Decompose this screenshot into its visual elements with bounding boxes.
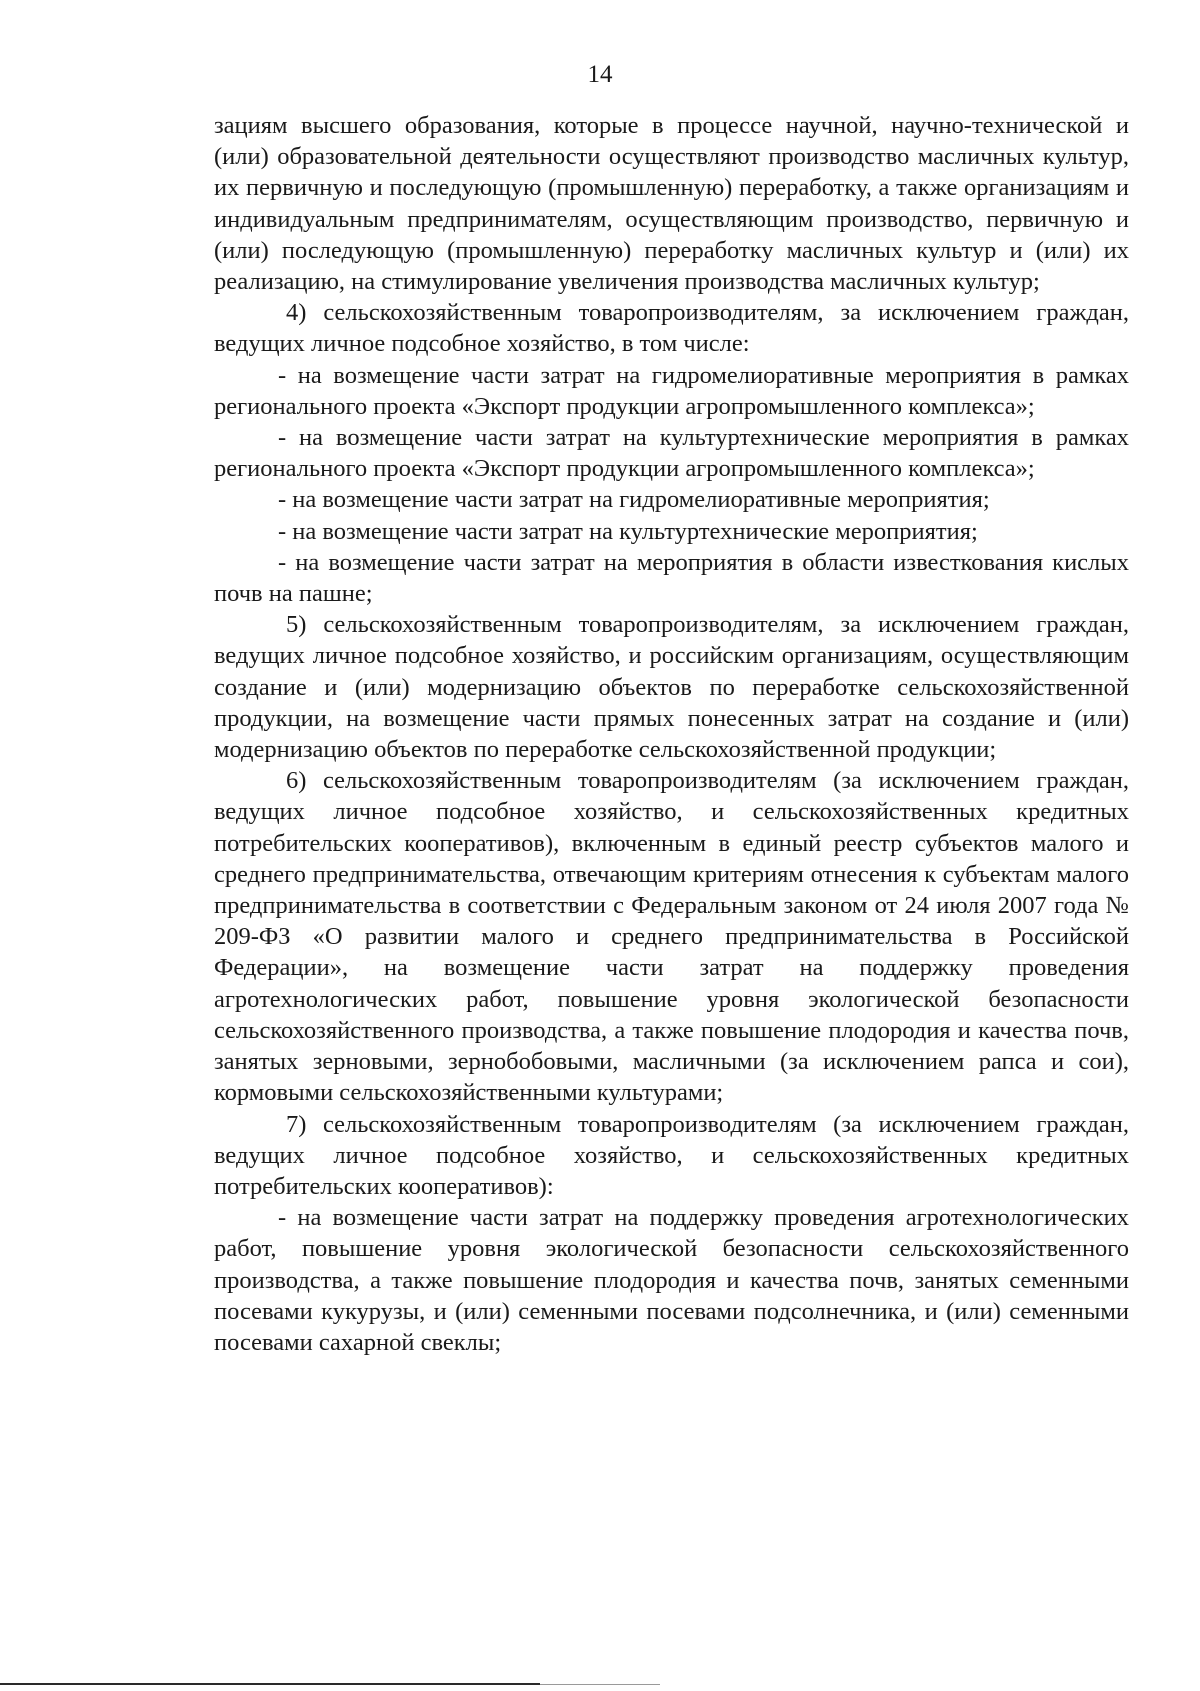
paragraph-subitem: - на возмещение части затрат на гидромелиоративные мероприятия в рамках регионального проекта «Экспорт продукции агропромышленного комплекса»; [214, 361, 1129, 420]
page-bottom-rule [0, 1683, 540, 1685]
paragraph-item-7: 7) сельскохозяйственным товаропроизводителям (за исключением граждан, ведущих личное подсобное хозяйство, и сельскохозяйственных кредитных потребительских кооперативов): [214, 1110, 1129, 1200]
paragraph-item-4: 4) сельскохозяйственным товаропроизводителям, за исключением граждан, ведущих личное подсобное хозяйство, в том числе: [214, 299, 1129, 358]
paragraph-subitem: - на возмещение части затрат на культуртехнические мероприятия в рамках регионального проекта «Экспорт продукции агропромышленного комплекса»; [214, 424, 1129, 483]
document-body [214, 110, 1129, 1358]
paragraph-subitem: - на возмещение части затрат на культуртехнические мероприятия; [278, 517, 978, 545]
paragraph-continuation: зациям высшего образования, которые в процессе научной, научно-технической и (или) образовательной деятельности осуществляют производство масличных культур, их первичную и последующую (промышленную) переработку, а также организациям и индивидуальным предпринимателям, осуществляющим производство, первичную и (или) последующую (промышленную) переработку масличных культур и (или) их реализацию, на стимулирование увеличения производства масличных культур; [214, 112, 1129, 296]
paragraph-subitem: - на возмещение части затрат на поддержку проведения агротехнологических работ, повышение уровня экологической безопасности сельскохозяйственного производства, а также повышение плодородия и качества почв, занятых семенными посевами кукурузы, и (или) семенными посевами подсолнечника, и (или) семенными посевами сахарной свеклы; [214, 1204, 1129, 1356]
paragraph-item-6: 6) сельскохозяйственным товаропроизводителям (за исключением граждан, ведущих личное подсобное хозяйство, и сельскохозяйственных кредитных потребительских кооперативов), включенным в единый реестр субъектов малого и среднего предпринимательства, отвечающим критериям отнесения к субъектам малого предпринимательства в соответствии с Федеральным законом от 24 июля 2007 года № 209-ФЗ «О развитии малого и среднего предпринимательства в Российской Федерации», на возмещение части затрат на поддержку проведения агротехнологических работ, повышение уровня экологической безопасности сельскохозяйственного производства, а также повышение плодородия и качества почв, занятых зерновыми, зернобобовыми, масличными (за исключением рапса и сои), кормовыми сельскохозяйственными культурами; [214, 767, 1129, 1107]
paragraph-subitem: - на возмещение части затрат на гидромелиоративные мероприятия; [278, 486, 990, 514]
paragraph-item-5: 5) сельскохозяйственным товаропроизводителям, за исключением граждан, ведущих личное подсобное хозяйство, и российским организациям, осуществляющим создание и (или) модернизацию объектов по переработке сельскохозяйственной продукции, на возмещение части прямых понесенных затрат на создание и (или) модернизацию объектов по переработке сельскохозяйственной продукции; [214, 611, 1129, 764]
paragraph-subitem: - на возмещение части затрат на мероприятия в области известкования кислых почв на пашне; [214, 548, 1129, 608]
page-number: 14 [587, 61, 613, 88]
page-bottom-rule-faint [540, 1684, 660, 1685]
